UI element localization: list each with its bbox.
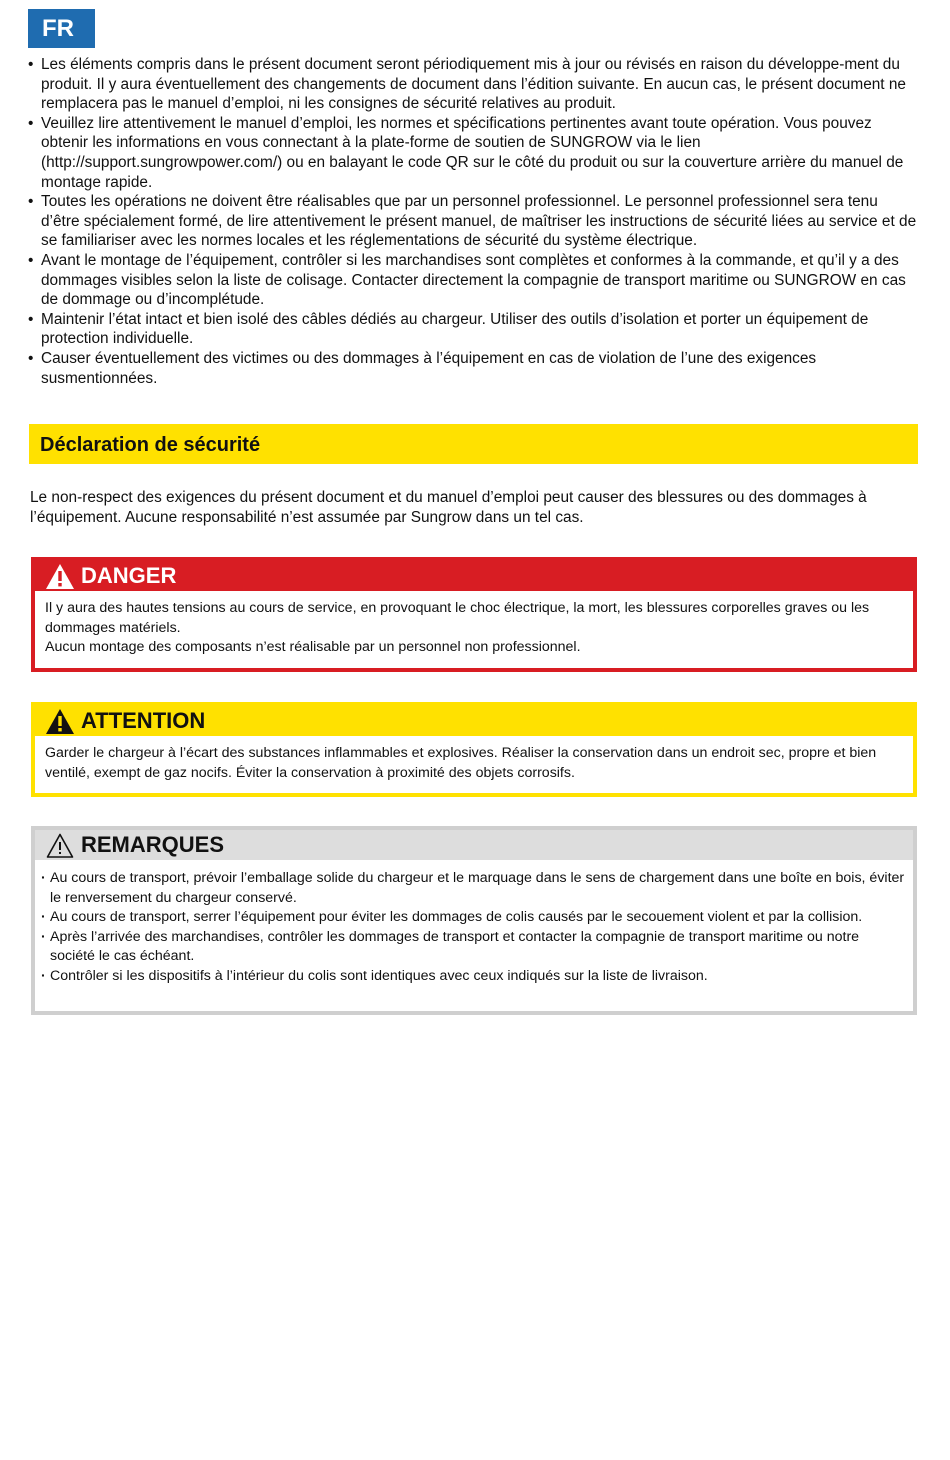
remarks-notice <box>31 826 917 1015</box>
safety-section-heading: Déclaration de sécurité <box>29 424 918 464</box>
remarks-list <box>41 869 907 987</box>
safety-declaration-text: Le non-respect des exigences du présent document et du manuel d’emploi peut causer des blessures ou des dommages à l’équipement. Aucune responsabilité n’est assumée par Sungrow dans un tel cas. <box>30 489 867 526</box>
remarks-item: · Au cours de transport, serrer l’équipement pour éviter les dommages de colis causés par le secouement violent et par la collision. <box>41 908 907 928</box>
danger-title: DANGER <box>81 563 177 588</box>
list-item: • Avant le montage de l’équipement, contrôler si les marchandises sont complètes et conformes à la commande, et qu’il y a des dommages visibles selon la liste de colisage. Contacter directement la compagnie de transport maritime ou SUNGROW en cas de dommage ou d’incomplétude. <box>28 251 920 310</box>
list-item: • Causer éventuellement des victimes ou des dommages à l’équipement en cas de violation de l’une des exigences susmentionnées. <box>28 349 920 388</box>
warning-icon <box>45 708 75 735</box>
list-item: • Veuillez lire attentivement le manuel d’emploi, les normes et spécifications pertinentes avant toute opération. Vous pouvez obtenir les informations en vous connectant à la plate-forme de soutien de SUNGROW via le lien (http://support.sungrowpower.com/) ou en balayant le code QR sur le côté du produit ou sur la couverture arrière du manuel de montage rapide. <box>28 114 920 192</box>
list-item: • Maintenir l’état intact et bien isolé des câbles dédiés au chargeur. Utiliser des outils d’isolation et porter un équipement de protection individuelle. <box>28 310 920 349</box>
danger-line: Il y aura des hautes tensions au cours de service, en provoquant le choc électrique, la mort, les blessures corporelles graves ou les dommages matériels. <box>45 600 870 636</box>
danger-body <box>35 591 913 664</box>
attention-title: ATTENTION <box>81 708 206 733</box>
remarks-title: REMARQUES <box>81 832 225 857</box>
attention-header <box>35 706 913 736</box>
remarks-item: · Au cours de transport, prévoir l’emballage solide du chargeur et le marquage dans le sens de chargement dans une boîte en bois, éviter le renversement du chargeur conservé. <box>41 869 907 908</box>
warning-outline-icon <box>45 832 75 859</box>
list-item: • Les éléments compris dans le présent document seront périodiquement mis à jour ou révisés en raison du développe-ment du produit. Il y aura éventuellement des changements de document dans l’édition suivante. En aucun cas, le présent document ne remplacera pas le manuel d’emploi, ni les consignes de sécurité relatives au produit. <box>28 55 920 114</box>
danger-header <box>35 561 913 591</box>
remarks-body <box>35 860 913 993</box>
remarks-header <box>35 830 913 860</box>
list-item: • Toutes les opérations ne doivent être réalisables que par un personnel professionnel. Le personnel professionnel sera tenu d’être spécialement formé, de lire attentivement le présent manuel, de maîtriser les instructions de sécurité liées au service et de se familiariser avec les normes locales et les réglementations de sécurité du système électrique. <box>28 192 920 251</box>
language-badge: FR <box>28 9 95 48</box>
danger-line: Aucun montage des composants n’est réalisable par un personnel non professionnel. <box>45 639 581 656</box>
attention-notice <box>31 702 917 797</box>
remarks-item: · Contrôler si les dispositifs à l’intérieur du colis sont identiques avec ceux indiqués sur la liste de livraison. <box>41 967 907 987</box>
intro-list <box>28 55 920 388</box>
attention-body: Garder le chargeur à l’écart des substances inflammables et explosives. Réaliser la conservation dans un endroit sec, propre et bien ventilé, exempt de gaz nocifs. Éviter la conservation à proximité des objets corrosifs. <box>45 745 877 781</box>
warning-icon <box>45 563 75 590</box>
remarks-item: · Après l’arrivée des marchandises, contrôler les dommages de transport et contacter la compagnie de transport maritime ou notre société le cas échéant. <box>41 928 907 967</box>
danger-notice <box>31 557 917 672</box>
